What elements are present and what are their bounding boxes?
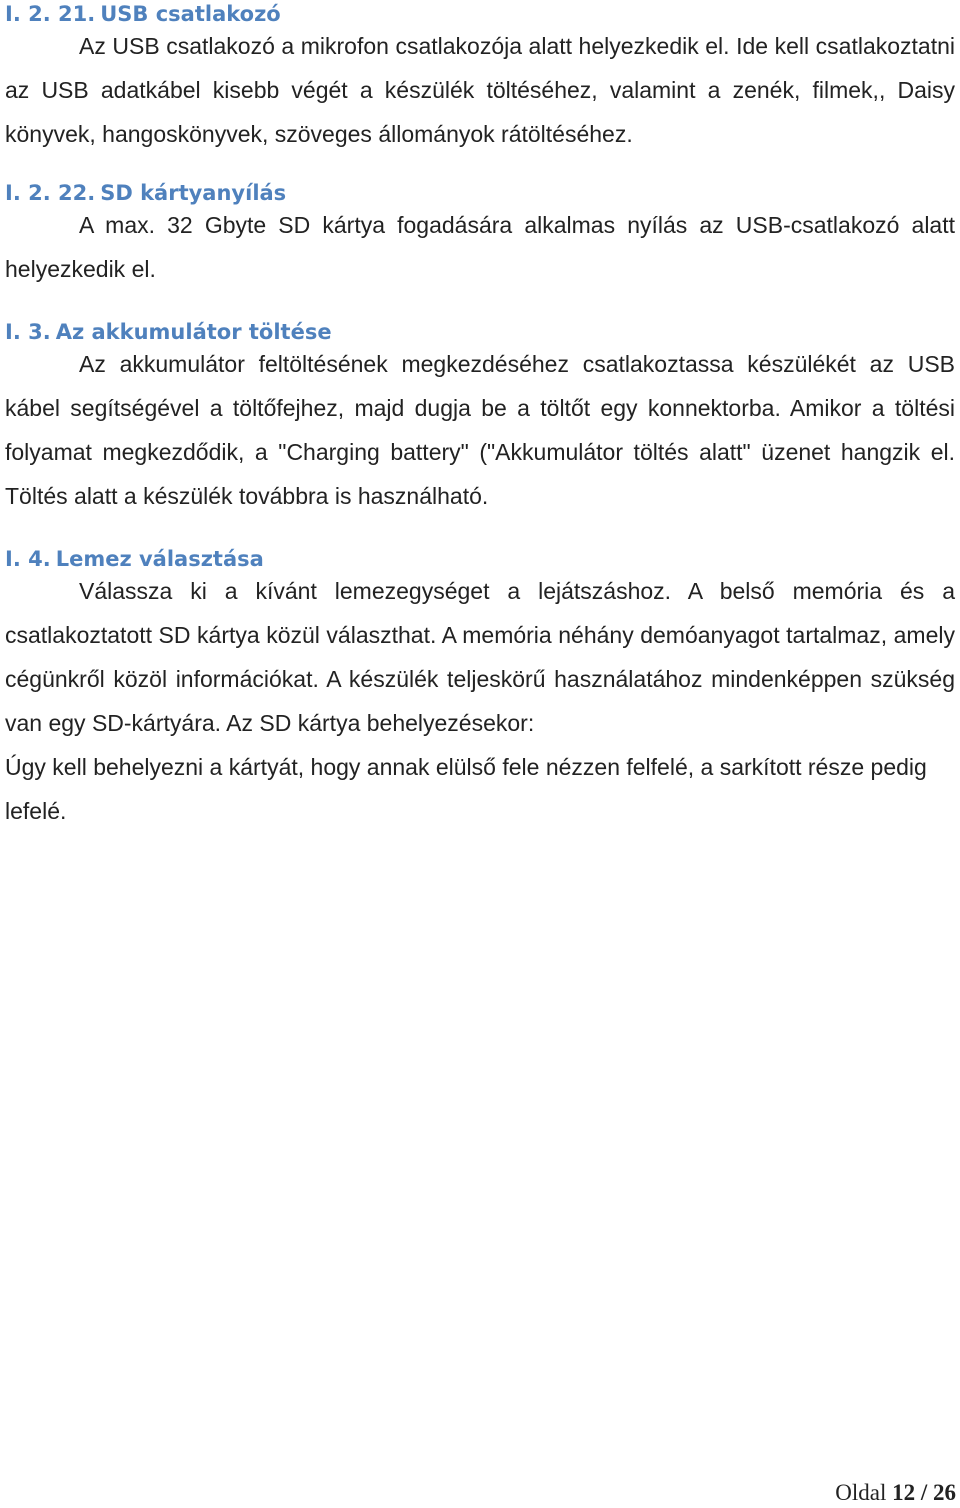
- section-heading: [5, 2, 955, 26]
- section-title: Lemez választása: [55, 547, 264, 571]
- footer-separator: /: [920, 1480, 928, 1505]
- section-heading: [5, 320, 955, 344]
- section-number: I. 2. 21.: [5, 2, 96, 26]
- section-text: Az akkumulátor feltöltésének megkezdéséhez csatlakoztassa készülékét az USB kábel segítségével a töltőfejhez, majd dugja be a töltőt egy konnektorba. Amikor a töltési folyamat megkezdődik, a "Charging battery" ("Akkumulátor töltés alatt" üzenet hangzik el. Töltés alatt a készülék továbbra is használható.: [5, 351, 955, 509]
- footer-current-page: 12: [892, 1480, 916, 1505]
- section-heading: [5, 181, 955, 205]
- section-text: A max. 32 Gbyte SD kártya fogadására alkalmas nyílás az USB-csatlakozó alatt helyezkedik el.: [5, 212, 955, 282]
- section-usb-connector: [5, 2, 955, 156]
- section-number: I. 2. 22.: [5, 181, 96, 205]
- section-title: Az akkumulátor töltése: [55, 320, 332, 344]
- section-disk-selection: [5, 547, 955, 833]
- section-text: Az USB csatlakozó a mikrofon csatlakozója alatt helyezkedik el. Ide kell csatlakoztatni az USB adatkábel kisebb végét a készülék töltéséhez, valamint a zenék, filmek,, Daisy könyvek, hangoskönyvek, szöveges állományok rátöltéséhez.: [5, 33, 955, 147]
- section-heading: [5, 547, 955, 571]
- section-title: SD kártyanyílás: [100, 181, 287, 205]
- section-sd-slot: [5, 181, 955, 291]
- section-number: I. 4.: [5, 547, 51, 571]
- footer-total-pages: 26: [933, 1480, 956, 1505]
- section-text: Válassza ki a kívánt lemezegységet a lejátszáshoz. A belső memória és a csatlakoztatott SD kártya közül választhat. A memória néhány demóanyagot tartalmaz, amely cégünkről közöl információkat. A készülék teljeskörű használatához mindenképpen szükség van egy SD-kártyára. Az SD kártya behelyezésekor:: [5, 578, 955, 736]
- section-number: I. 3.: [5, 320, 51, 344]
- section-extra-text: Úgy kell behelyezni a kártyát, hogy annak elülső fele nézzen felfelé, a sarkított része pedig lefelé.: [5, 754, 927, 824]
- section-title: USB csatlakozó: [100, 2, 281, 26]
- page-number-footer: [835, 1480, 956, 1506]
- footer-label: Oldal: [835, 1480, 887, 1505]
- section-battery-charging: [5, 320, 955, 518]
